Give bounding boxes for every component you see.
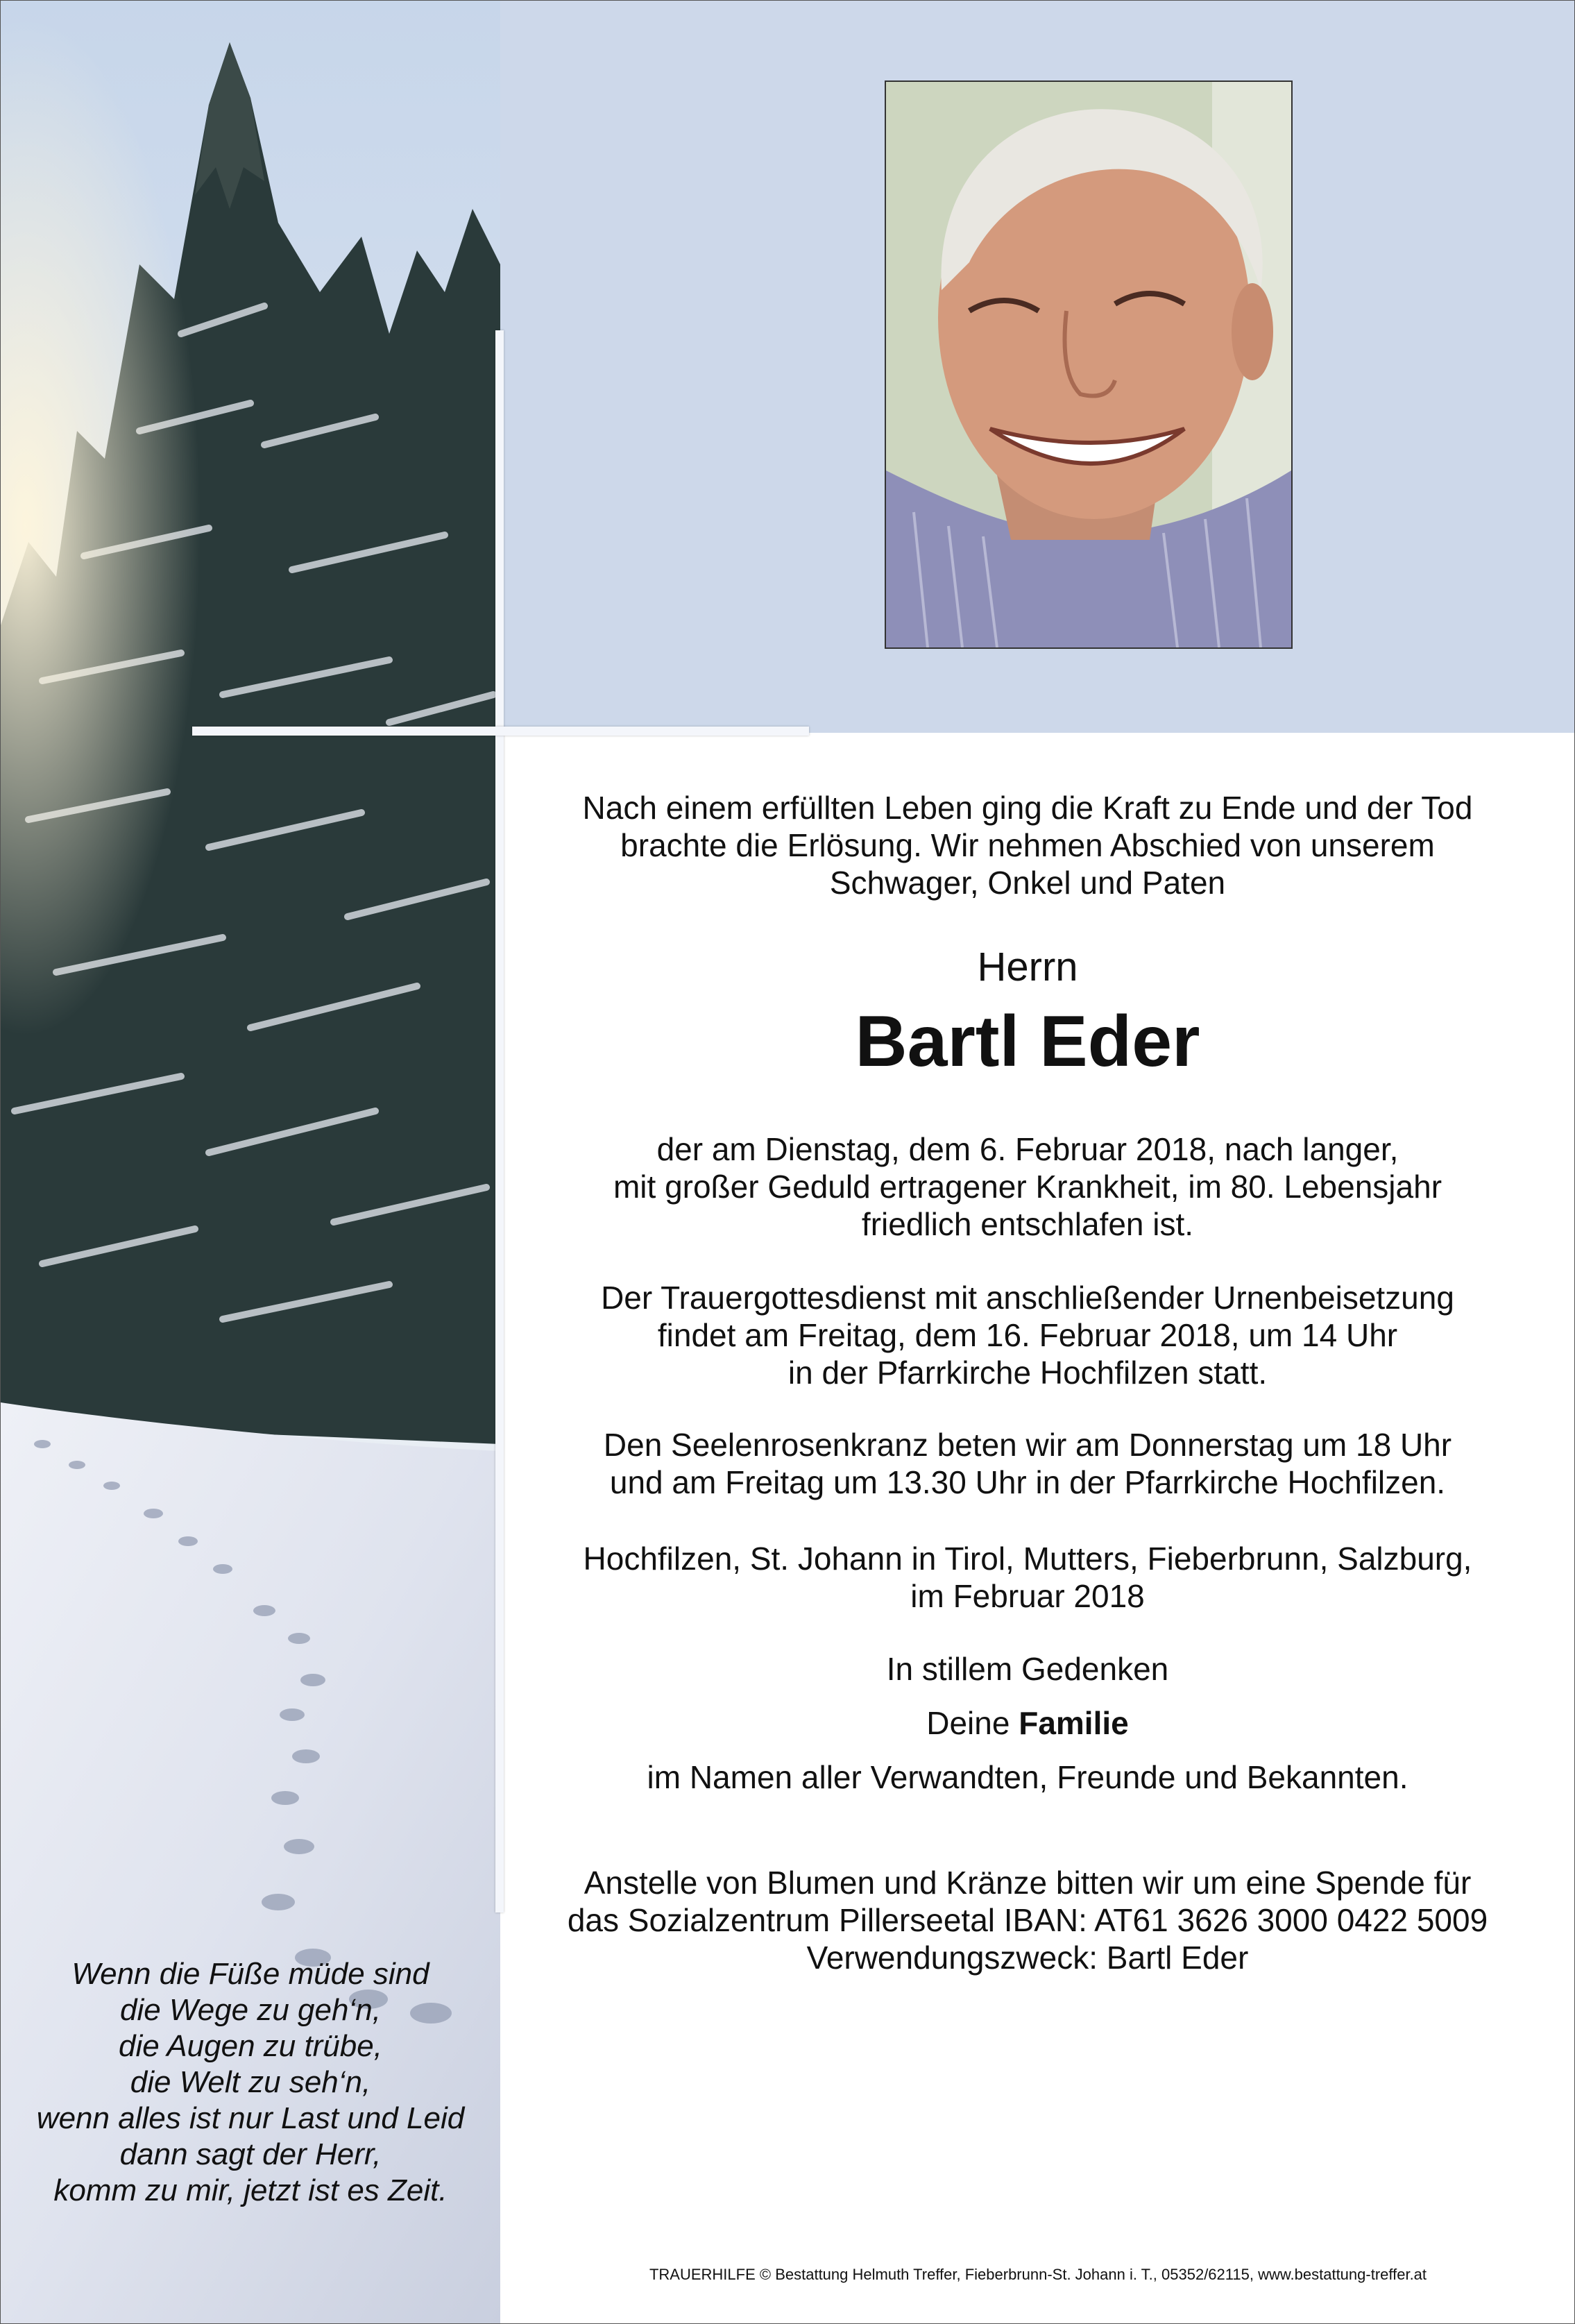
portrait-photo: [885, 80, 1293, 649]
poem-line: wenn alles ist nur Last und Leid: [36, 2101, 465, 2135]
rosary-line: Den Seelenrosenkranz beten wir am Donnerstag um 18 Uhr: [603, 1427, 1452, 1463]
service-line: findet am Freitag, dem 16. Februar 2018, um 14 Uhr: [657, 1317, 1398, 1353]
funeral-service: [528, 1279, 1527, 1391]
poem-line: komm zu mir, jetzt ist es Zeit.: [53, 2173, 448, 2207]
rosary-line: und am Freitag um 13.30 Uhr in der Pfarrkirche Hochfilzen.: [609, 1464, 1446, 1500]
donation-line: Anstelle von Blumen und Kränze bitten wir um eine Spende für: [584, 1865, 1472, 1901]
poem-line: Wenn die Füße müde sind: [71, 1957, 429, 1991]
places-line: Hochfilzen, St. Johann in Tirol, Mutters, Fieberbrunn, Salzburg,: [583, 1541, 1472, 1577]
closing-remembrance: In stillem Gedenken: [886, 1651, 1169, 1687]
intro-line: brachte die Erlösung. Wir nehmen Abschied von unserem: [620, 827, 1435, 863]
rosary-notice: [528, 1426, 1527, 1501]
service-line: in der Pfarrkirche Hochfilzen statt.: [788, 1355, 1268, 1391]
closing-family: [528, 1704, 1527, 1742]
donation-note: [528, 1864, 1527, 1976]
places-line: im Februar 2018: [910, 1578, 1145, 1614]
death-line: friedlich entschlafen ist.: [861, 1206, 1194, 1242]
closing-relatives: im Namen aller Verwandten, Freunde und Bekannten.: [647, 1759, 1408, 1795]
intro-line: Schwager, Onkel und Paten: [829, 865, 1226, 901]
donation-line: Verwendungszweck: Bartl Eder: [806, 1940, 1249, 1976]
closing-family-name: Familie: [1019, 1705, 1129, 1741]
footer-credit: TRAUERHILFE © Bestattung Helmuth Treffer, Fieberbrunn-St. Johann i. T., 05352/62115, www.bestattung-treffer.at: [649, 2266, 1427, 2283]
poem-line: die Augen zu trübe,: [119, 2029, 382, 2063]
donation-line: das Sozialzentrum Pillerseetal IBAN: AT61 3626 3000 0422 5009: [567, 1902, 1488, 1938]
poem-line: die Welt zu seh‘n,: [130, 2065, 371, 2099]
service-line: Der Trauergottesdienst mit anschließender Urnenbeisetzung: [601, 1280, 1454, 1316]
death-notice: [528, 1130, 1527, 1243]
cross-horizontal-bar: [192, 727, 809, 736]
death-line: der am Dienstag, dem 6. Februar 2018, nach langer,: [656, 1131, 1399, 1167]
salutation: Herrn: [977, 944, 1078, 990]
intro-line: Nach einem erfüllten Leben ging die Kraft zu Ende und der Tod: [582, 790, 1473, 826]
death-line: mit großer Geduld ertragener Krankheit, im 80. Lebensjahr: [613, 1169, 1442, 1205]
deceased-name: Bartl Eder: [855, 1001, 1200, 1082]
poem-line: dann sagt der Herr,: [119, 2137, 382, 2171]
poem-line: die Wege zu geh‘n,: [120, 1993, 381, 2027]
intro-text: [528, 789, 1527, 901]
cross-vertical-bar: [495, 330, 504, 1912]
closing-family-prefix: Deine: [926, 1705, 1019, 1741]
poem: [1, 1956, 500, 2209]
place-date: [528, 1540, 1527, 1615]
